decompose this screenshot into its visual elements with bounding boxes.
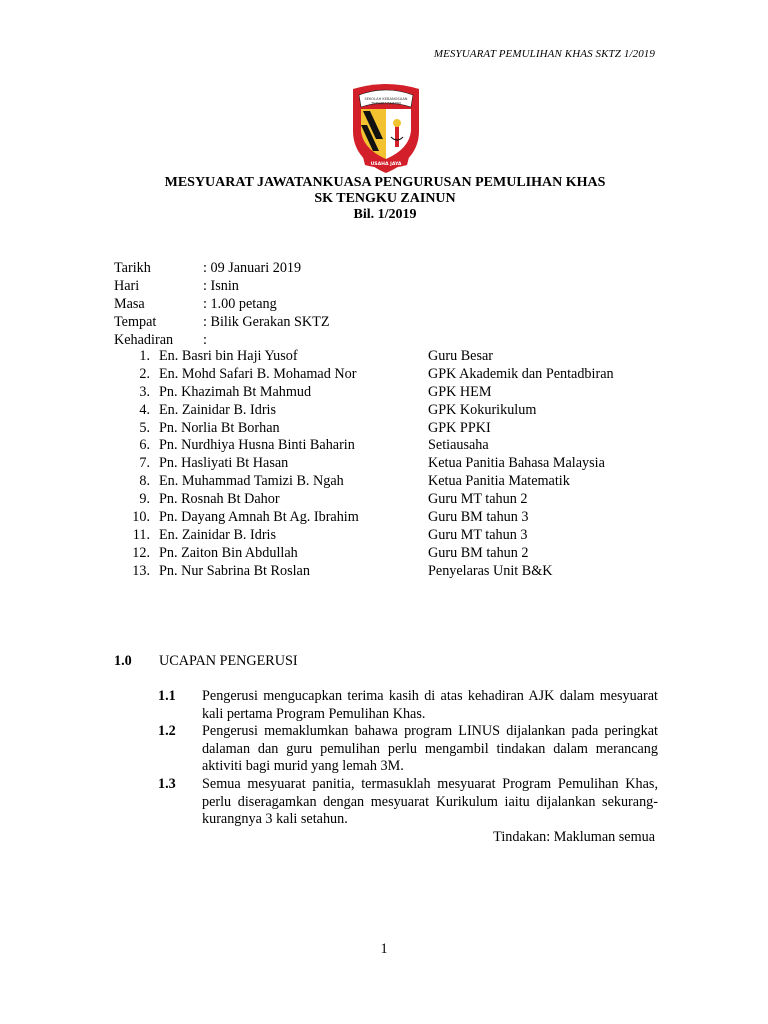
attendee-number: 4. [139,401,150,418]
info-row-place [114,314,674,332]
info-value: : Bilik Gerakan SKTZ [203,313,330,330]
attendee-list [114,348,674,581]
attendee-row [114,545,674,563]
info-label: Tarikh [114,260,151,276]
action-note: Tindakan: Makluman semua [493,828,655,845]
attendee-role: GPK PPKI [428,419,491,436]
attendee-number: 11. [132,526,150,543]
title-line-1: MESYUARAT JAWATANKUASA PENGURUSAN PEMULIHAN KHAS [164,175,606,190]
page-number: 1 [380,941,388,957]
attendee-role: Setiausaha [428,437,489,454]
attendee-name: Pn. Hasliyati Bt Hasan [159,455,289,472]
attendee-number: 8. [139,473,150,490]
info-value: : [203,331,207,348]
crest-motto: USAHA JAYA [370,162,402,167]
minutes-items [158,688,658,846]
attendee-row [114,348,674,366]
title-line-2: SK TENGKU ZAINUN [314,191,456,207]
attendee-row [114,437,674,455]
item-text: Pengerusi memaklumkan bahawa program LINUS dijalankan pada peringkat dalaman dan guru pemulihan perlu mengambil tindakan dalam merancang aktiviti bagi murid yang lemah 3M. [202,723,658,775]
info-row-date [114,260,674,278]
attendee-name: En. Zainidar B. Idris [159,526,277,543]
info-row-day [114,278,674,296]
attendee-name: En. Mohd Safari B. Mohamad Nor [159,365,357,382]
attendee-name: En. Zainidar B. Idris [159,401,277,418]
minutes-item [158,723,658,776]
info-label: Kehadiran [114,331,174,348]
attendee-number: 12. [132,544,150,561]
item-number: 1.2 [158,723,176,740]
info-value: : 09 Januari 2019 [203,260,302,276]
running-header: MESYUARAT PEMULIHAN KHAS SKTZ 1/2019 [433,48,655,60]
attendee-role: GPK Akademik dan Pentadbiran [428,365,614,382]
attendee-number: 2. [139,365,150,382]
attendee-role: Penyelaras Unit B&K [428,562,553,579]
info-value: : Isnin [203,277,239,294]
item-number: 1.3 [158,775,176,792]
attendee-role: Guru MT tahun 2 [428,491,528,508]
attendee-row [114,473,674,491]
attendee-name: Pn. Nur Sabrina Bt Roslan [159,562,310,579]
attendee-role: GPK Kokurikulum [428,401,537,418]
attendee-number: 7. [139,455,150,472]
attendee-role: Guru Besar [428,348,494,364]
attendee-row [114,455,674,473]
attendee-role: Ketua Panitia Matematik [428,473,570,490]
item-text: Semua mesyuarat panitia, termasuklah mesyuarat Program Pemulihan Khas, perlu diseragamkan dengan mesyuarat Kurikulum iaitu dijalankan sekurang-kurangnya 3 kali setahun. [202,775,658,828]
attendee-number: 5. [139,419,150,436]
minutes-item [158,776,658,829]
attendee-row [114,509,674,527]
attendee-name: En. Muhammad Tamizi B. Ngah [159,473,344,490]
info-row-time [114,296,674,314]
info-value: : 1.00 petang [203,295,277,312]
attendee-name: Pn. Nurdhiya Husna Binti Baharin [159,437,355,454]
attendee-row [114,402,674,420]
attendee-row [114,527,674,545]
meeting-info [114,260,674,349]
attendee-number: 1. [139,348,150,364]
info-label: Tempat [114,313,157,330]
attendee-number: 13. [132,562,150,579]
item-text: Pengerusi mengucapkan terima kasih di atas kehadiran AJK dalam mesyuarat kali pertama Program Pemulihan Khas. [202,688,658,722]
attendee-role: Guru BM tahun 2 [428,544,529,561]
attendee-name: Pn. Zaiton Bin Abdullah [159,544,298,561]
attendee-name: En. Basri bin Haji Yusof [159,348,298,364]
section-number: 1.0 [114,653,132,669]
info-label: Hari [114,277,140,294]
attendee-number: 3. [139,383,150,400]
attendee-role: Guru MT tahun 3 [428,526,528,543]
minutes-item [158,688,658,723]
info-label: Masa [114,295,145,312]
attendee-row [114,491,674,509]
info-row-attendance [114,332,674,350]
section-title: UCAPAN PENGERUSI [159,653,298,669]
attendee-row [114,563,674,581]
attendee-row [114,366,674,384]
svg-text:TENGKU ZAINUN: TENGKU ZAINUN [371,101,401,106]
document-title [0,175,768,224]
attendee-name: Pn. Rosnah Bt Dahor [159,491,280,508]
attendee-name: Pn. Norlia Bt Borhan [159,419,280,436]
attendee-name: Pn. Khazimah Bt Mahmud [159,383,312,400]
attendee-number: 6. [139,437,150,454]
svg-text:SEKOLAH KEBANGSAAN: SEKOLAH KEBANGSAAN [364,97,408,101]
attendee-name: Pn. Dayang Amnah Bt Ag. Ibrahim [159,509,359,526]
item-number: 1.1 [158,688,176,704]
attendee-row [114,384,674,402]
attendee-number: 10. [132,509,150,526]
attendee-row [114,420,674,438]
title-line-3: Bil. 1/2019 [353,207,417,223]
attendee-role: Guru BM tahun 3 [428,509,529,526]
attendee-number: 9. [139,491,150,508]
school-crest-logo [345,81,427,175]
attendee-role: GPK HEM [428,383,492,400]
attendee-role: Ketua Panitia Bahasa Malaysia [428,455,605,472]
